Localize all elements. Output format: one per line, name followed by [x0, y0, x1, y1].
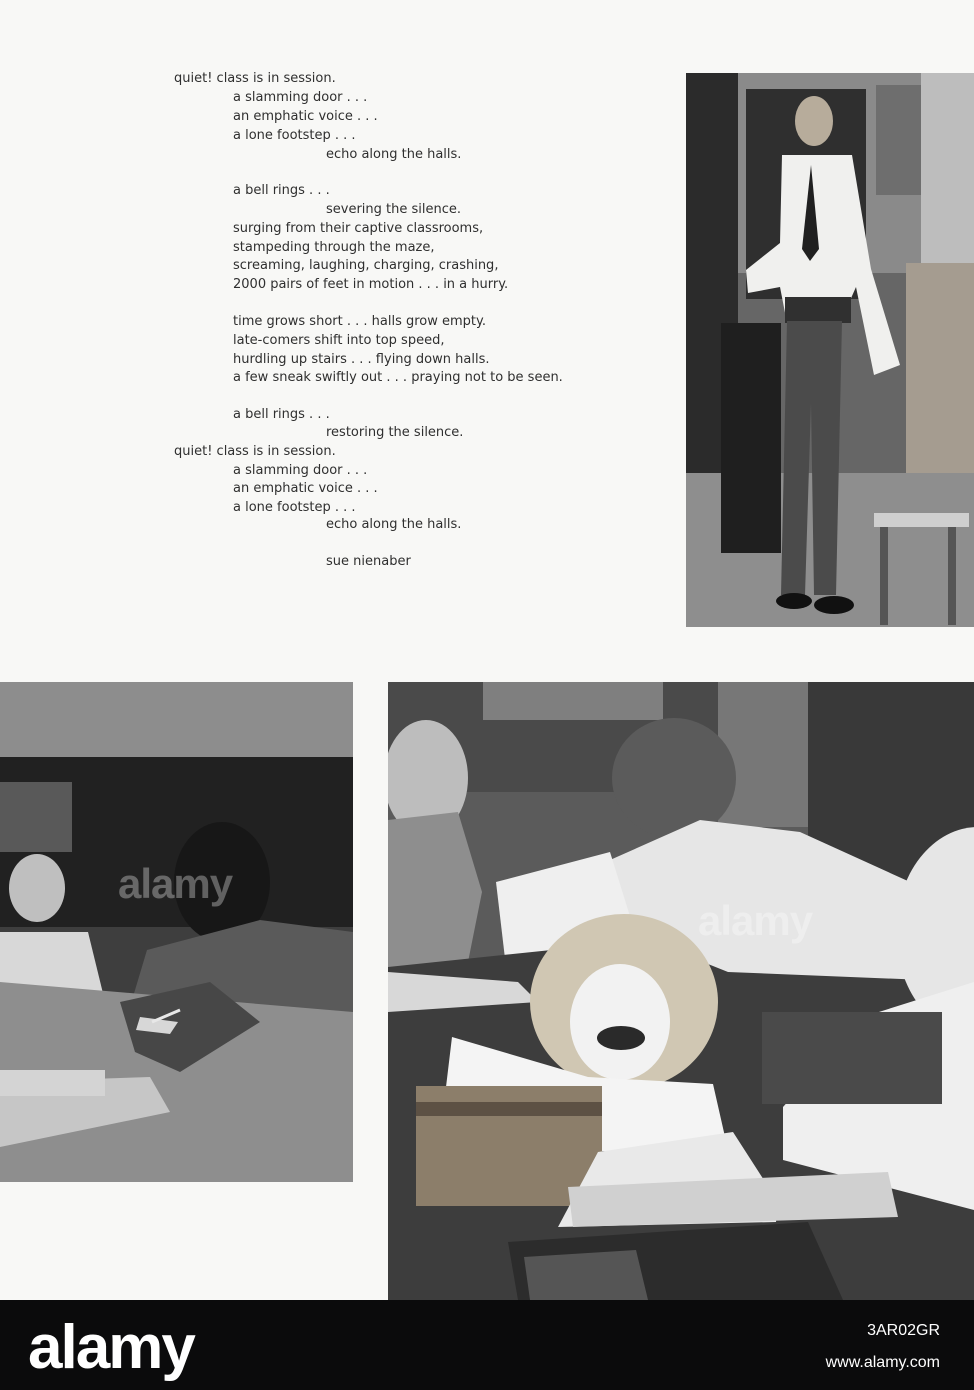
poem-line: a few sneak swiftly out . . . praying not to be seen. — [233, 370, 563, 385]
poem-line: a lone footstep . . . — [233, 128, 356, 143]
teacher-photo — [686, 73, 974, 627]
footer-credit — [826, 1320, 940, 1376]
poem-line: 2000 pairs of feet in motion . . . in a hurry. — [233, 277, 509, 292]
poem-line: an emphatic voice . . . — [233, 109, 378, 124]
poem-line: screaming, laughing, charging, crashing, — [233, 258, 499, 273]
student-writing-photo — [0, 682, 353, 1182]
poem-line: severing the silence. — [326, 202, 462, 217]
classroom-students-photo-image — [388, 682, 974, 1300]
footer-logo: alamy — [28, 1313, 194, 1382]
poem-line: a slamming door . . . — [233, 90, 368, 105]
poem — [0, 0, 680, 600]
classroom-students-photo — [388, 682, 974, 1300]
poem-line: a lone footstep . . . — [233, 500, 356, 515]
watermark: alamy — [118, 860, 233, 907]
poem-line: surging from their captive classrooms, — [233, 221, 484, 236]
poem-line: restoring the silence. — [326, 425, 464, 440]
poem-line: echo along the halls. — [326, 147, 462, 162]
poem-line: stampeding through the maze, — [233, 240, 435, 255]
poem-line: a slamming door . . . — [233, 463, 368, 478]
poem-line: time grows short . . . halls grow empty. — [233, 314, 486, 329]
watermark: alamy — [698, 897, 813, 944]
stock-photo-footer — [0, 1300, 974, 1390]
image-id: 3AR02GR — [867, 1322, 940, 1339]
poem-line: late-comers shift into top speed, — [233, 333, 445, 348]
poem-line: hurdling up stairs . . . flying down halls. — [233, 352, 490, 367]
poem-line: a bell rings . . . — [233, 183, 330, 198]
poem-line: quiet! class is in session. — [174, 444, 336, 459]
poem-line: a bell rings . . . — [233, 407, 330, 422]
poem-line: an emphatic voice . . . — [233, 481, 378, 496]
student-writing-photo-image — [0, 682, 353, 1182]
poem-line: quiet! class is in session. — [174, 71, 336, 86]
poem-line: echo along the halls. — [326, 517, 462, 532]
poem-author: sue nienaber — [326, 554, 411, 569]
footer-url[interactable]: www.alamy.com — [825, 1354, 940, 1371]
teacher-photo-image — [686, 73, 974, 627]
